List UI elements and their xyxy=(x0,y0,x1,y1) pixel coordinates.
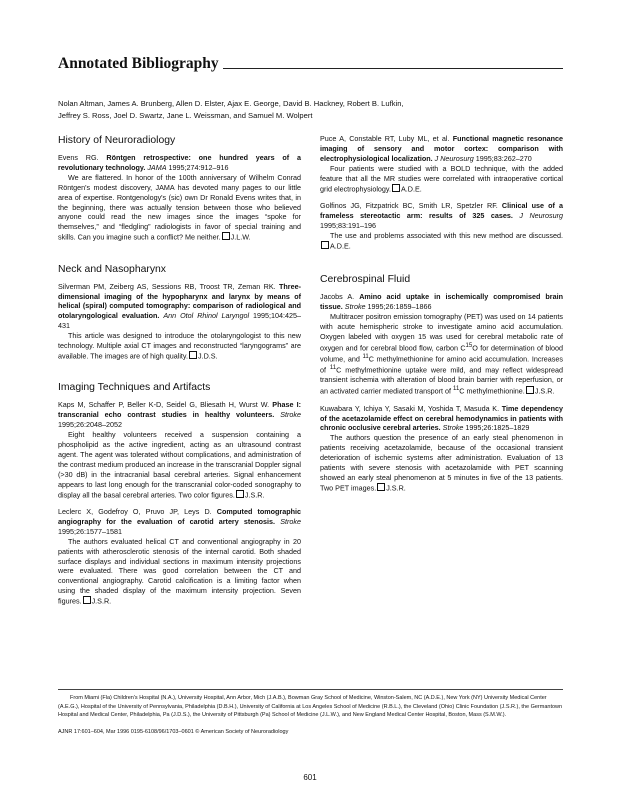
ref-title: Three-dimensional imaging of the hypopharynx and larynx by means of helical (spiral) computed tomography: comparison of radiological and otolaryngological evaluation. xyxy=(58,281,301,321)
end-mark-icon xyxy=(222,232,230,240)
reference xyxy=(320,404,563,434)
ref-citation: 1995;83:262–270 xyxy=(473,153,532,163)
end-mark-icon xyxy=(83,596,91,604)
ref-authors: Kuwabara Y, Ichiya Y, Sasaki M, Yoshida T, Masuda K. xyxy=(320,403,502,413)
reviewer-initials: J.L.W. xyxy=(230,232,251,242)
annotation-text: C methylmethionine. xyxy=(459,386,525,396)
ref-authors: Golfinos JG, Fitzpatrick BC, Smith LR, Spetzler RF. xyxy=(320,200,502,210)
superscript: 11 xyxy=(453,386,460,393)
ref-citation: 1995;104:425–431 xyxy=(58,311,301,331)
annotation xyxy=(58,331,301,361)
ref-authors: Puce A, Constable RT, Luby ML, et al. xyxy=(320,134,453,143)
bibliography-entry xyxy=(58,153,301,243)
reference xyxy=(320,292,563,312)
bibliography-entry xyxy=(320,404,563,494)
right-column xyxy=(320,134,563,493)
annotation xyxy=(58,430,301,500)
bibliography-entry xyxy=(320,201,563,251)
superscript: 11 xyxy=(362,353,369,360)
ref-journal: J Neurosurg xyxy=(434,153,474,163)
ref-citation: 1995;83:191–196 xyxy=(320,220,376,230)
reference xyxy=(58,507,301,537)
ref-citation: 1995;26:2048–2052 xyxy=(58,420,122,430)
ref-title: Time dependency of the acetazolamide effect on cerebral hemodynamics in patients with chronic occlusive cerebral arteries. xyxy=(320,403,563,433)
annotation-text: The authors evaluated helical CT and conventional angiography in 20 patients with atherosclerotic stenosis of the internal carotid. Both shaded surface displays and individual sections in maximum intensity projections were evaluated. There was good correlation between the CT and conventional angiography. Carotid calcification is a limiting factor when using the shaded display of the maximum intensity projection. Seven figures. xyxy=(58,536,301,606)
ref-authors: Leclerc X, Godefroy O, Pruvo JP, Leys D. xyxy=(58,506,217,516)
reviewer-initials: J.S.R. xyxy=(534,386,555,396)
ref-citation: 1995;26:1577–1581 xyxy=(58,526,122,536)
ref-journal: Ann Otol Rhinol Laryngol xyxy=(163,311,250,321)
ref-journal: Stroke xyxy=(280,516,302,526)
ref-journal: Stroke xyxy=(280,410,301,420)
reference xyxy=(58,153,301,173)
page-title: Annotated Bibliography xyxy=(58,55,219,72)
page-number: 601 xyxy=(303,773,317,782)
ref-journal: Stroke xyxy=(442,423,464,433)
section-heading: Cerebrospinal Fluid xyxy=(320,273,411,285)
section-heading: Neck and Nasopharynx xyxy=(58,263,167,275)
journal-info: AJNR 17:601–604, Mar 1996 0195-6108/96/1703–0601 © American Society of Neuroradiology xyxy=(58,729,289,736)
ref-title: Functional magnetic resonance imaging of sensory and motor cortex: comparison with electrophysiological localization. xyxy=(320,134,564,163)
left-column xyxy=(58,134,301,607)
reviewer-initials: A.D.E. xyxy=(400,184,422,194)
end-mark-icon xyxy=(321,241,329,249)
ref-authors: Silverman PM, Zeiberg AS, Sessions RB, Troost TR, Zeman RK. xyxy=(58,281,280,291)
annotation-text: O for determination of blood volume, and xyxy=(320,342,563,364)
ref-title: Röntgen retrospective: one hundred years of a revolutionary technology. xyxy=(58,153,301,172)
reference xyxy=(320,134,563,164)
author-line: Nolan Altman, James A. Brunberg, Allen D. Elster, Ajax E. George, David B. Hackney, Robert B. Lufkin, xyxy=(58,99,404,108)
annotation-text: Eight healthy volunteers received a suspension containing a phospholipid as the active ingredient, acting as an ultrasound contrast agent. The agent was tolerated without complications, and administration of the contrast medium produced an increase in the transcranial Doppler signal (>30 dB) in the intracranial basal cerebral arteries. Signal enhancement appears to last long enough for the transcranial color-coded sonography to display all the basal cerebral arteries. Two color figures. xyxy=(58,430,301,500)
reviewer-initials: A.D.E. xyxy=(330,241,351,251)
annotation-text: C methylmethionine uptake were mild, and may reflect widespread transient ischemia with alteration of blood brain barrier with reperfusion, or an activated carrier mediated transport of xyxy=(320,365,563,396)
end-mark-icon xyxy=(526,386,534,394)
header xyxy=(58,56,563,72)
annotation-text: We are flattered. In honor of the 100th anniversary of Wilhelm Conrad Röntgen's modest discovery, JAMA has devoted many pages to our little area of expertise. Rontgenology's (sic) own Dr Ronald Evens writes that, in the beginning, there was actually tension between those who believed anyone could read the new images since the images “spoke for themselves,” and “fledgling” radiologists in favor of special training and skills. Can you imagine such a conflict? Me neither. xyxy=(58,172,301,242)
reference xyxy=(58,282,301,332)
ref-title: Computed tomographic angiography for the evaluation of carotid artery stenosis. xyxy=(58,506,301,526)
superscript: 11 xyxy=(329,365,337,372)
ref-citation: 1995;26:1859–1866 xyxy=(365,301,432,311)
bibliography-entry xyxy=(58,507,301,607)
bibliography-entry xyxy=(320,292,563,397)
end-mark-icon xyxy=(189,351,197,359)
annotation-text: Four patients were studied with a BOLD technique, with the added feature that all the MR studies were correlated with intraoperative cortical grid electrophysiology. xyxy=(320,163,563,194)
annotation xyxy=(320,433,563,493)
title-rule xyxy=(223,68,563,69)
annotation-text: Multitracer positron emission tomography (PET) was used on 14 patients with acute hemispheric stroke to investigate amino acid accumulation. Oxygen labeled with oxygen 15 was used for cerebral metabolic rate of oxygen and for cerebral blood flow, carbon C xyxy=(320,311,563,352)
annotation xyxy=(58,173,301,243)
annotation xyxy=(58,537,301,607)
ref-authors: Jacobs A. xyxy=(320,291,360,301)
annotation xyxy=(320,312,563,397)
bibliography-entry xyxy=(58,400,301,500)
end-mark-icon xyxy=(236,490,244,498)
annotation-text: The use and problems associated with this new method are discussed. xyxy=(330,230,563,240)
annotation-text: This article was designed to introduce the otolaryngologist to this new technology. Multiple axial CT images and reconstructed “laryngograms” are available. The images are of high quality. xyxy=(58,331,301,361)
ref-title: Amino acid uptake in ischemically compromised brain tissue. xyxy=(320,291,563,311)
reference xyxy=(320,201,563,231)
ref-citation: 1995;274:912–916 xyxy=(166,162,229,172)
annotation-text: C methylmethionine for amino acid accumulation. Increases of xyxy=(320,354,563,375)
ref-citation: 1995;26:1825–1829 xyxy=(463,423,530,433)
reviewer-initials: J.S.R. xyxy=(91,596,112,606)
end-mark-icon xyxy=(392,184,400,192)
ref-journal: Stroke xyxy=(344,301,366,311)
ref-authors: Evens RG. xyxy=(58,153,107,162)
affiliations-footnote: From Miami (Fla) Children's Hospital (N.A.), University Hospital, Ann Arbor, Mich (J.A.B.), Bowman Gray School of Medicine, Winston-Salem, NC (A.D.E.), New York (NY) University Medical Center (A.E.G.), Hospital of the University of Pennsylvania, Philadelphia (D.B.H.), University of California at Los Angeles School of Medicine (R.B.L.), the Cleveland (Ohio) Clinic Foundation (J.S.R.), the Germantown Hospital and Medical Center, Philadelphia, Pa (J.D.S.), the University of Pittsburgh (Pa) School of Medicine (J.L.W.), and New England Medical Center Hospital, Boston, Mass (S.M.W.). xyxy=(58,695,563,719)
ref-title: Clinical use of a frameless stereotactic arm: results of 325 cases. xyxy=(320,200,563,220)
reference xyxy=(58,400,301,430)
footnotes xyxy=(58,689,563,737)
superscript: 15 xyxy=(465,342,473,349)
section-heading: Imaging Techniques and Artifacts xyxy=(58,382,211,394)
annotation-text: The authors question the presence of an early steal phenomenon in patients receiving acetazolamide, because of the occasional transient deterioration of ischemic systems after administration. Evaluation of 13 patients with severe stenosis with acetazolamide with PET scanning showed an early steal phenomenon at 5 minutes in five of the 13 patients. Two PET images. xyxy=(320,433,563,493)
ref-journal: J Neurosurg xyxy=(519,210,563,220)
annotation xyxy=(320,164,563,194)
author-line: Jeffrey S. Ross, Joel D. Swartz, Jane L. Weissman, and Samuel M. Wolpert xyxy=(58,110,313,120)
section-heading: History of Neuroradiology xyxy=(58,135,176,146)
ref-authors: Kaps M, Schaffer P, Beller K-D, Seidel G, Bliesath H, Wurst W. xyxy=(58,400,273,410)
ref-journal: JAMA xyxy=(147,162,167,172)
reviewer-initials: J.D.S. xyxy=(198,351,218,361)
bibliography-entry xyxy=(58,282,301,362)
reviewer-initials: J.S.R. xyxy=(386,483,406,493)
annotation xyxy=(320,231,563,251)
ref-title: Phase I: transcranial echo contrast studies in healthy volunteers. xyxy=(58,400,301,420)
author-list xyxy=(58,98,563,121)
bibliography-entry xyxy=(320,134,563,194)
reviewer-initials: J.S.R. xyxy=(244,490,265,500)
end-mark-icon xyxy=(377,483,385,491)
